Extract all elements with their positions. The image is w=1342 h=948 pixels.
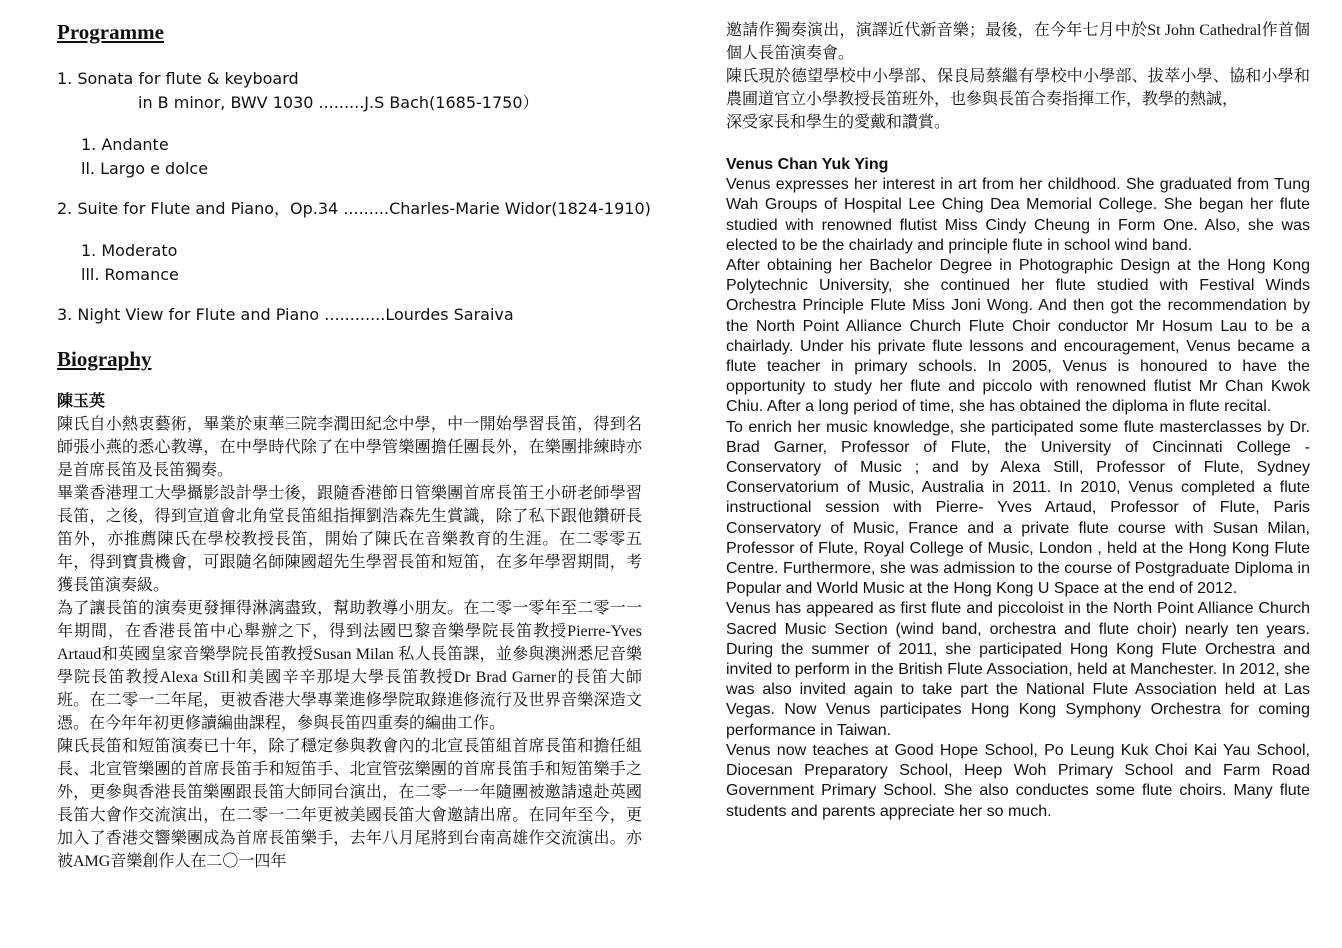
programme-item-1: 1. Sonata for flute & keyboard (57, 69, 299, 88)
biography-chinese-paragraph: 邀請作獨奏演出，演譯近代新音樂；最後，在今年七月中於St John Cathedral作首個個人長笛演奏會。 (726, 22, 1310, 62)
programme-item-2-movement-1: 1. Moderato (81, 241, 178, 260)
biography-english-paragraph: Venus has appeared as first flute and piccoloist in the North Point Alliance Church Sacred Music Section (wind band, orchestra and flute choir) nearly ten years. During the summer of 2011, she participated Hong Kong Flute Orchestra and invited to perform in the British Flute Association, held at Manchester. In 2012, she was also invited again to take part the National Flute Association held at Las Vegas. Now Venus participates Hong Kong Symphony Orchestra for coming performance in Taiwan. (726, 600, 1310, 739)
programme-heading: Programme (57, 20, 164, 44)
biography-chinese-paragraph: 陳氏長笛和短笛演奏已十年，除了穩定參與教會內的北宣長笛組首席長笛和擔任組長、北宣管樂團的首席長笛手和短笛手、北宣管弦樂團的首席長笛手和短笛樂手之外，更參與香港長笛樂團跟長笛大師同台演出，在二零一一年隨團被邀請遠赴英國長笛大會作交流演出，在二零一二年更被美國長笛大會邀請出席。在同年至今，更加入了香港交響樂團成為首席長笛樂手，去年八月尾將到台南高雄作交流演出。亦被AMG音樂創作人在二〇一四年 (57, 738, 642, 870)
biography-chinese-paragraph: 畢業香港理工大學攝影設計學士後，跟隨香港節日管樂團首席長笛王小研老師學習長笛，之後，得到宣道會北角堂長笛組指揮劉浩森先生賞識，除了私下跟他鑽研長笛外，亦推薦陳氏在學校教授長笛，開始了陳氏在音樂教育的生涯。在二零零五年，得到寶貴機會，可跟隨名師陳國超先生學習長笛和短笛，在多年學習期間，考獲長笛演奏級。 (57, 485, 642, 594)
biography-chinese (57, 390, 642, 873)
biography-english (726, 155, 1310, 822)
biography-chinese-paragraph: 深受家長和學生的愛戴和讚賞。 (726, 114, 951, 131)
programme-item-2: 2. Suite for Flute and Piano，Op.34 .........Charles-Marie Widor(1824-1910) (57, 199, 651, 218)
biography-english-paragraph: After obtaining her Bachelor Degree in Photographic Design at the Hong Kong Polytechnic University, she continued her flute studied with Festival Winds Orchestra Principle Flute Miss Joni Wong. And then got the recommendation by the North Point Alliance Church Flute Choir conductor Mr Hosum Lau to be a chairlady. Under his private flute lessons and encouragement, Venus became a flute teacher in primary schools. In 2005, Venus is honoured to have the opportunity to study her flute and piccolo with renowned flutist Mr Chan Kwok Chiu. After a long period of time, she has obtained the diploma in flute recital. (726, 257, 1310, 416)
biography-chinese-continued (726, 19, 1310, 134)
programme-list (57, 67, 651, 327)
programme-item-1-movement-1: 1. Andante (81, 135, 169, 154)
programme-item-3: 3. Night View for Flute and Piano ............Lourdes Saraiva (57, 305, 514, 324)
left-column (57, 18, 651, 873)
programme-item-1-detail: in B minor, BWV 1030 .........J.S Bach(1685-1750） (138, 93, 539, 112)
biography-chinese-paragraph: 陳氏自小熱衷藝術，畢業於東華三院李潤田紀念中學，中一開始學習長笛，得到名師張小燕的悉心教導，在中學時代除了在中學管樂團擔任團長外，在樂團排練時亦是首席長笛及長笛獨奏。 (57, 416, 642, 479)
biography-chinese-paragraph: 陳氏現於德望學校中小學部、保良局蔡繼有學校中小學部、拔萃小學、協和小學和農圃道官立小學教授長笛班外，也參與長笛合奏指揮工作，教學的熱誠， (726, 68, 1310, 108)
programme-item-1-movement-2: ll. Largo e dolce (81, 159, 209, 178)
biography-chinese-paragraph: 為了讓長笛的演奏更發揮得淋漓盡致，幫助教導小朋友。在二零一零年至二零一一年期間，在香港長笛中心舉辦之下，得到法國巴黎音樂學院長笛教授Pierre-Yves Artaud和英國皇家音樂學院長笛教授Susan Milan 私人長笛課，並參與澳洲悉尼音樂學院長笛教授Alexa Still和美國辛辛那堤大學長笛教授Dr Brad Garner的長笛大師班。在二零一二年尾，更被香港大學專業進修學院取錄進修流行及世界音樂深造文憑。在今年年初更修讀編曲課程，參與長笛四重奏的編曲工作。 (57, 600, 642, 732)
biography-heading: Biography (57, 347, 152, 371)
biography-english-paragraph: Venus now teaches at Good Hope School, Po Leung Kuk Choi Kai Yau School, Diocesan Preparatory School, Heep Woh Primary School and Farm Road Government Primary School. She also conductes some flute choirs. Many flute students and parents appreciate her so much. (726, 741, 1310, 820)
biography-english-paragraph: To enrich her music knowledge, she participated some flute masterclasses by Dr. Brad Garner, Professor of Flute, the University of Cincinnati College - Conservatory of Music ; and by Alexa Still, Professor of Flute, Sydney Conservatorium of Music, Australia in 2011. In 2010, Venus completed a flute instructional session with Pierre- Yves Artaud, Professor of Flute, Paris Conservatory of Music, France and a private flute course with Susan Milan, Professor of Flute, Royal College of Music, London , held at the Hong Kong Flute Centre. Furthermore, she was admission to the course of Postgraduate Diploma in Popular and World Music at the Hong Kong U Space at the end of 2012. (726, 418, 1310, 598)
biography-english-paragraph: Venus expresses her interest in art from her childhood. She graduated from Tung Wah Groups of Hospital Lee Ching Dea Memorial College. She began her flute studied with renowned flutist Miss Cindy Cheung in Form One. Also, she was elected to be the chairlady and principle flute in school wind band. (726, 176, 1310, 254)
right-column (726, 19, 1310, 822)
biography-english-name: Venus Chan Yuk Ying (726, 156, 889, 173)
programme-item-2-movement-2: lll. Romance (81, 265, 179, 284)
biography-chinese-name: 陳玉英 (57, 393, 106, 410)
